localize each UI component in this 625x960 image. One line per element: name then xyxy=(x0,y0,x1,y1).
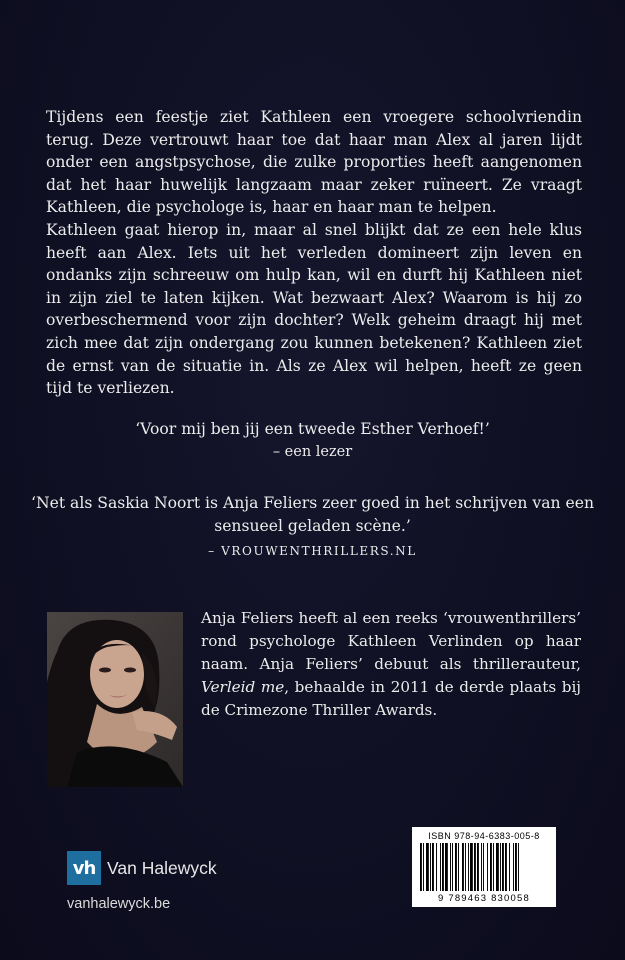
isbn-barcode xyxy=(412,827,556,907)
author-bio-text-start: Anja Feliers heeft al een reeks ‘vrouwenthrillers’ rond psychologe Kathleen Verlinden op haar naam. Anja Feliers’ debuut als thrillerauteur, xyxy=(201,609,581,673)
reader-quote xyxy=(0,418,625,464)
isbn-label: ISBN 978-94-6383-005-8 xyxy=(428,831,540,841)
barcode-digits: 9 789463 830058 xyxy=(438,893,530,904)
review-quote xyxy=(30,492,595,563)
reader-quote-text: ‘Voor mij ben jij een tweede Esther Verhoef!’ xyxy=(135,420,490,438)
review-quote-source: – VROUWENTHRILLERS.NL xyxy=(208,544,417,558)
blurb-paragraph-1: Tijdens een feestje ziet Kathleen een vroegere schoolvriendin terug. Deze vertrouwt haar toe dat haar man Alex al jaren lijdt onder een angstpsychose, die zulke proporties heeft aangenomen dat het haar huwelijk langzaam maar zeker ruïneert. Ze vraagt Kathleen, die psychologe is, haar en haar man te helpen. xyxy=(46,108,582,217)
barcode-bars xyxy=(416,843,552,893)
back-cover-blurb xyxy=(46,106,582,400)
debut-title: Verleid me xyxy=(201,678,285,696)
author-bio xyxy=(201,607,581,722)
publisher-website: vanhalewyck.be xyxy=(67,896,171,912)
author-bio-text-end: , behaalde in 2011 de derde plaats bij de Crimezone Thriller Awards. xyxy=(201,678,582,719)
publisher-logo-icon: vh xyxy=(67,851,101,885)
publisher-name: Van Halewyck xyxy=(107,857,217,878)
author-portrait-illustration xyxy=(47,612,183,787)
review-quote-text: ‘Net als Saskia Noort is Anja Feliers zeer goed in het schrijven van een sensueel geladen scène.’ xyxy=(30,494,595,535)
author-photo xyxy=(47,612,183,787)
publisher-logo xyxy=(67,851,217,885)
reader-quote-source: – een lezer xyxy=(272,444,353,460)
blurb-paragraph-2: Kathleen gaat hierop in, maar al snel blijkt dat ze een hele klus heeft aan Alex. Iets uit het verleden domineert zijn leven en ondanks zijn schreeuw om hulp kan, wil en durft hij Kathleen niet in zijn ziel te laten kijken. Wat bezwaart Alex? Waarom is hij zo overbeschermend voor zijn dochter? Welk geheim draagt hij met zich mee dat zijn ondergang zou kunnen betekenen? Kathleen ziet de ernst van de situatie in. Als ze Alex wil helpen, heeft ze geen tijd te verliezen. xyxy=(46,220,582,398)
